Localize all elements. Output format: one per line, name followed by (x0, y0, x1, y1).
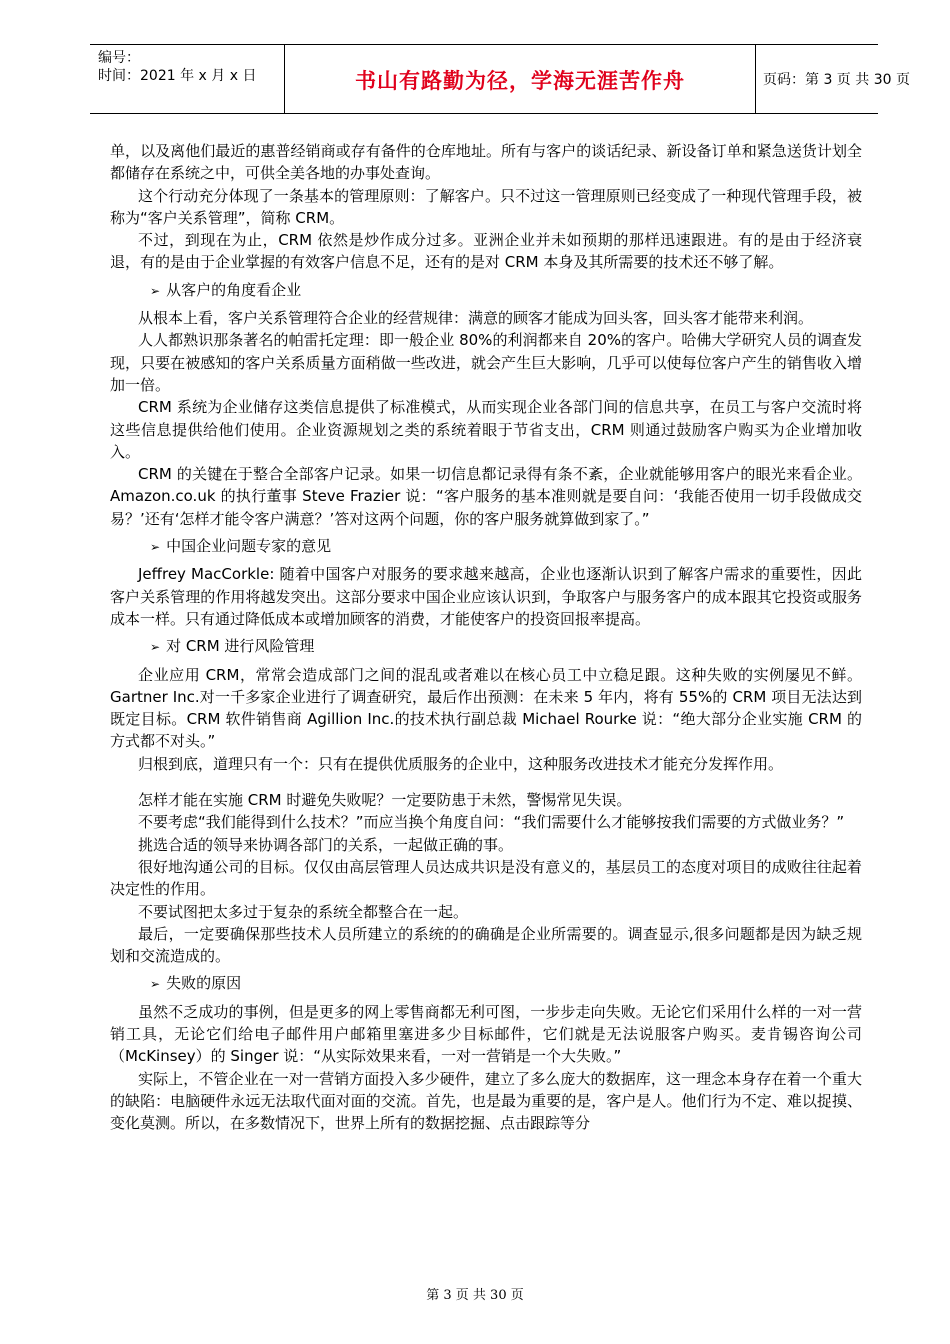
paragraph: 企业应用 CRM，常常会造成部门之间的混乱或者难以在核心员工中立稳足跟。这种失败的实例屡见不鲜。Gartner Inc.对一千多家企业进行了调查研究，最后作出预测：在未来 5 年内，将有 55%的 CRM 项目无法达到既定目标。CRM 软件销售商 Agillion Inc.的技术执行副总裁 Michael Rourke 说：“绝大部分企业实施 CRM 的方式都不对头。” (110, 665, 862, 751)
header-motto-cell (284, 45, 756, 113)
paragraph: 从根本上看，客户关系管理符合企业的经营规律：满意的顾客才能成为回头客，回头客才能带来利润。 (138, 309, 814, 328)
section-heading (110, 535, 862, 558)
paragraph: 挑选合适的领导来协调各部门的关系，一起做正确的事。 (138, 835, 514, 854)
paragraph: 虽然不乏成功的事例，但是更多的网上零售商都无利可图，一步步走向失败。无论它们采用什么样的一对一营销工具，无论它们给电子邮件用户邮箱里塞进多少目标邮件，它们就是无法说服客户购买。麦肯锡咨询公司（McKinsey）的 Singer 说：“从实际效果来看，一对一营销是一个大失败。” (110, 1002, 862, 1066)
paragraph: 人人都熟识那条著名的帕雷托定理：即一般企业 80%的利润都来自 20%的客户。哈佛大学研究人员的调查发现，只要在被感知的客户关系质量方面稍做一些改进，就会产生巨大影响，几乎可以使每位客户产生的销售收入增加一倍。 (110, 331, 862, 394)
paragraph: 这个行动充分体现了一条基本的管理原则：了解客户。只不过这一管理原则已经变成了一种现代管理手段，被称为“客户关系管理”，简称 CRM。 (110, 186, 862, 227)
section-heading-text: 中国企业问题专家的意见 (166, 537, 332, 556)
header-meta-cell (90, 45, 284, 113)
paragraph: 不要考虑“我们能得到什么技术？”而应当换个角度自问：“我们需要什么才能够按我们需要的方式做业务？” (138, 813, 845, 832)
paragraph: CRM 系统为企业储存这类信息提供了标准模式，从而实现企业各部门间的信息共享，在员工与客户交流时将这些信息提供给他们使用。企业资源规划之类的系统着眼于节省支出，CRM 则通过鼓励客户购买为企业增加收入。 (110, 398, 862, 461)
header-page-number: 页码：第 3 页 共 30 页 (763, 72, 910, 88)
paragraph: 不过，到现在为止，CRM 依然是炒作成分过多。亚洲企业并未如预期的那样迅速跟进。有的是由于经济衰退，有的是由于企业掌握的有效客户信息不足，还有的是对 CRM 本身及其所需要的技术还不够了解。 (110, 231, 862, 272)
paragraph: 不要试图把太多过于复杂的系统全都整合在一起。 (138, 902, 469, 921)
document-number-label: 编号： (98, 50, 140, 66)
paragraph: 怎样才能在实施 CRM 时避免失败呢？一定要防患于未然，警惕常见失误。 (138, 791, 632, 810)
paragraph: 很好地沟通公司的目标。仅仅由高层管理人员达成共识是没有意义的，基层员工的态度对项目的成败往往起着决定性的作用。 (110, 857, 862, 899)
page-footer: 第 3 页 共 30 页 (426, 1288, 524, 1303)
section-heading (110, 972, 862, 995)
document-body (110, 140, 862, 1134)
paragraph: CRM 的关键在于整合全部客户记录。如果一切信息都记录得有条不紊，企业就能够用客户的眼光来看企业。 Amazon.co.uk 的执行董事 Steve Frazier 说：“客户服务的基本准则就是要自问：‘我能否使用一切手段做成交易？’还有‘怎样才能令客户满意？’答对这两个问题，你的客户服务就算做到家了。” (110, 465, 862, 528)
section-heading-text: 对 CRM 进行风险管理 (166, 637, 315, 656)
paragraph: 实际上，不管企业在一对一营销方面投入多少硬件，建立了多么庞大的数据库，这一理念本身存在着一个重大的缺陷：电脑硬件永远无法取代面对面的交流。首先，也是最为重要的是，客户是人。他们行为不定、难以捉摸、变化莫测。所以，在多数情况下，世界上所有的数据挖掘、点击跟踪等分 (110, 1069, 862, 1133)
paragraph: 归根到底，道理只有一个：只有在提供优质服务的企业中，这种服务改进技术才能充分发挥作用。 (138, 754, 784, 773)
document-time-label: 时间：2021 年 x 月 x 日 (98, 68, 257, 84)
section-heading-text: 失败的原因 (166, 974, 242, 993)
arrow-bullet-icon: ➢ (150, 283, 161, 298)
header-motto: 书山有路勤为径，学海无涯苦作舟 (355, 68, 685, 93)
arrow-bullet-icon: ➢ (150, 977, 161, 992)
header-page-cell (755, 45, 910, 113)
arrow-bullet-icon: ➢ (150, 640, 161, 655)
arrow-bullet-icon: ➢ (150, 540, 161, 555)
section-heading-text: 从客户的角度看企业 (166, 280, 302, 299)
section-heading (110, 635, 862, 658)
paragraph: 最后，一定要确保那些技术人员所建立的系统的的确确是企业所需要的。调查显示,很多问题都是因为缺乏规划和交流造成的。 (110, 924, 862, 966)
page-header (90, 44, 910, 114)
paragraph: 单，以及离他们最近的惠普经销商或存有备件的仓库地址。所有与客户的谈话纪录、新设备订单和紧急送货计划全都储存在系统之中，可供全美各地的办事处查询。 (110, 142, 862, 183)
section-heading (110, 279, 862, 302)
paragraph: Jeffrey MacCorkle: 随着中国客户对服务的要求越来越高，企业也逐渐认识到了解客户需求的重要性，因此客户关系管理的作用将越发突出。这部分要求中国企业应该认识到，争取客户与服务客户的成本跟其它投资或服务成本一样。只有通过降低成本或增加顾客的消费，才能使客户的投资回报率提高。 (110, 565, 862, 628)
